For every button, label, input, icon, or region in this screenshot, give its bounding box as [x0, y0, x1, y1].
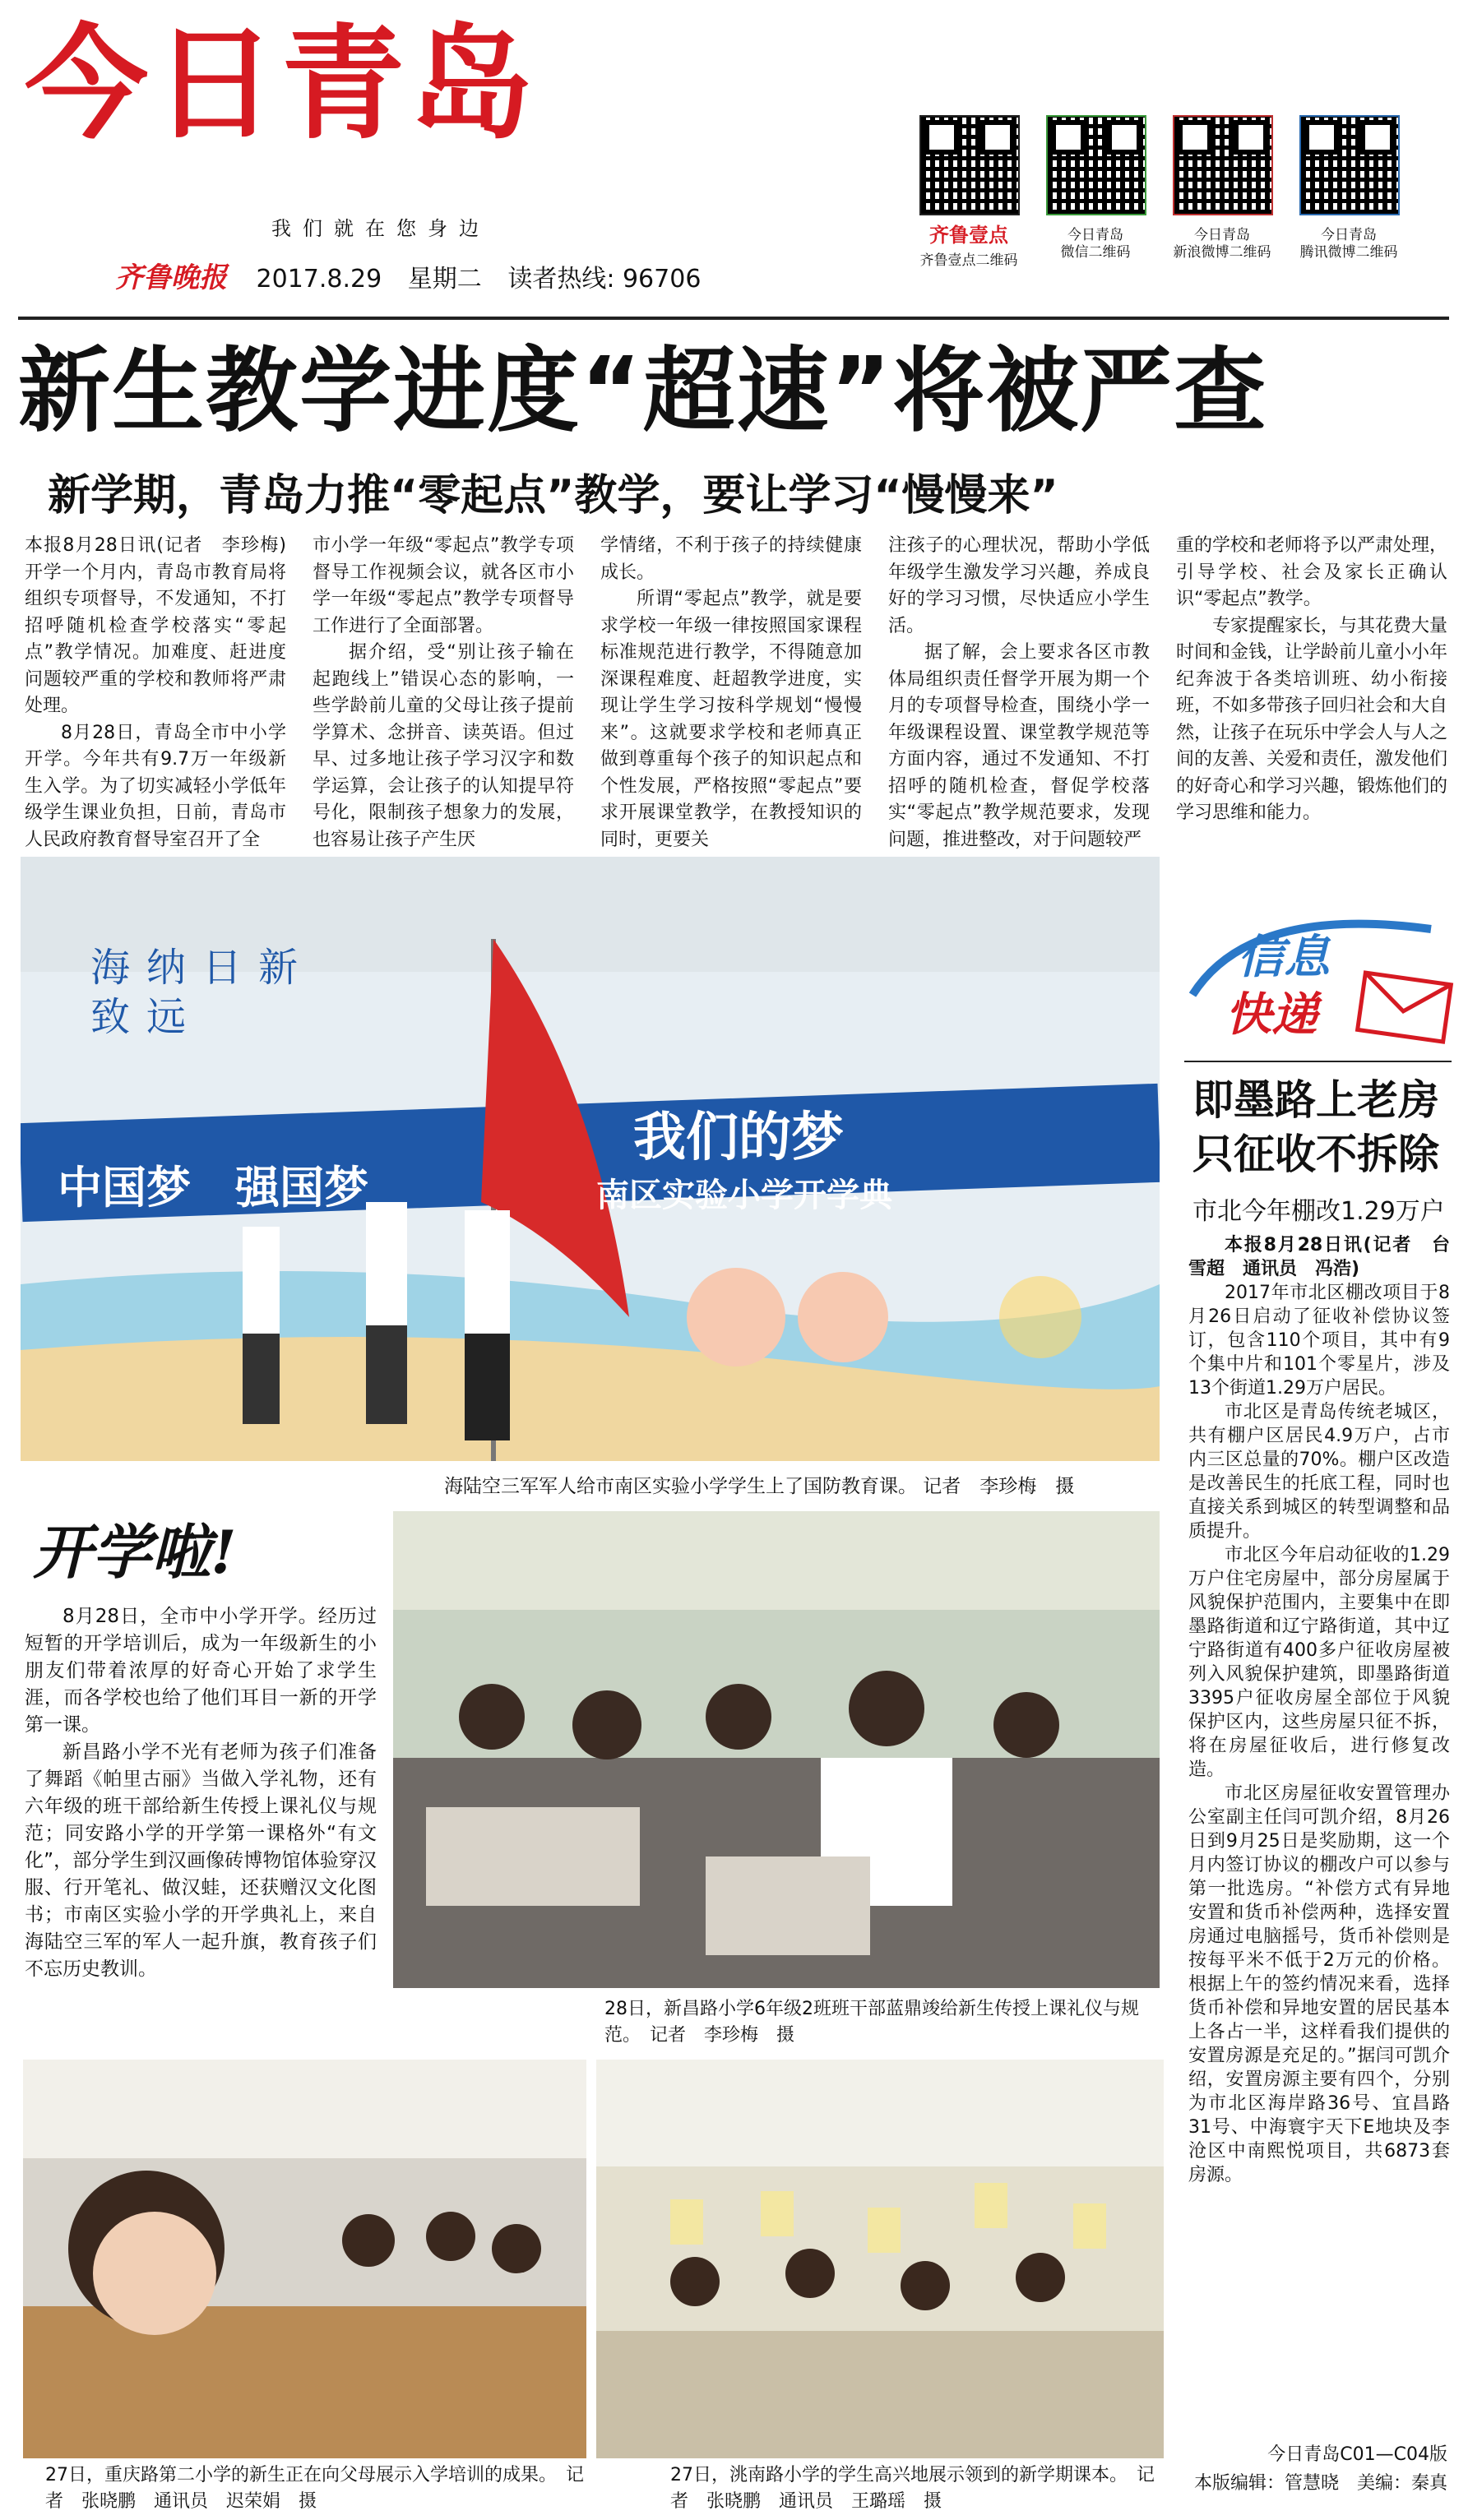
qr-block-tencent	[1299, 115, 1398, 261]
date-bar	[115, 255, 719, 295]
lead-column-3	[600, 533, 862, 853]
qr-label: 今日青岛	[1067, 227, 1123, 243]
lead-column-2	[313, 533, 574, 853]
lead-column-1	[25, 533, 305, 853]
qr-label: 腾讯微博二维码	[1299, 244, 1398, 261]
paragraph: 新昌路小学不光有老师为孩子们准备了舞蹈《帕里古丽》当做入学礼物，还有六年级的班干部给新生传授上课礼仪与规范；同安路小学的开学第一课格外“有文化”，部分学生到汉画像砖博物馆体验穿汉服、行开笔礼、做汉蛙，还获赠汉文化图书；市南区实验小学的开学典礼上，来自海陆空三军的军人一起升旗，教育孩子们不忘历史教训。	[25, 1741, 377, 1980]
lead-column-4	[888, 533, 1150, 853]
books-photo-caption: 27日，洮南路小学的学生高兴地展示领到的新学期课本。 记者 张晓鹏 通讯员 王璐瑶 摄	[670, 2465, 1155, 2512]
issue-date: 2017.8.29	[256, 265, 382, 294]
qr-code-icon[interactable]	[919, 115, 1020, 215]
girl-image	[23, 2060, 586, 2458]
qr-brand: 齐鲁壹点	[929, 224, 1008, 247]
school-start-title: 开学啦!	[33, 1517, 237, 1587]
footer-pages: 今日青岛C01—C04版	[1267, 2444, 1447, 2465]
paragraph: 8月28日，青岛全市中小学开学。今年共有9.7万一年级新生入学。为了切实减轻小学低年级学生课业负担，日前，青岛市人民政府教育督导室召开了全	[25, 722, 286, 850]
paragraph: 市小学一年级“零起点”教学专项督导工作视频会议，就各区市小学一年级“零起点”教学专项督导工作进行了全面部署。	[313, 535, 574, 636]
masthead-title: 今日青岛	[25, 13, 539, 156]
paragraph: 市北区今年启动征收的1.29万户住宅房屋中，部分房屋属于风貌保护范围内，主要集中在即墨路街道和辽宁路街道，其中辽宁路街道有400多户征收房屋被列入风貌保护建筑，即墨路街道3395户征收房屋全部位于风貌保护区内，这些房屋只征不拆，将在房屋征收后，进行修复改造。	[1188, 1545, 1450, 1780]
info-express-badge	[1184, 896, 1456, 1061]
paragraph: 市北区房屋征收安置管理办公室副主任闫可凯介绍，8月26日到9月25日是奖励期，这一个月内签订协议的棚改户可以参与第一批选房。“补偿方式有异地安置和货币补偿两种，选择安置房通过电脑摇号，货币补偿则是按每平米不低于2万元的价格。根据上午的签约情况来看，选择货币补偿和异地安置的居民基本上各占一半，这样看我们提供的安置房源是充足的。”据闫可凯介绍，安置房源主要有四个，分别为市北区海岸路36号、宜昌路31号、中海寰宇天下E地块及李沧区中南熙悦项目，共6873套房源。	[1188, 1783, 1450, 2185]
paragraph: 据介绍，受“别让孩子输在起跑线上”错误心态的影响，一些学龄前儿童的父母让孩子提前学算术、念拼音、读英语。但过早、过多地让孩子学习汉字和数学运算，会让孩子的认知提早符号化，限制孩子想象力的发展，也容易让孩子产生厌	[313, 642, 574, 850]
classroom-photo	[393, 1511, 1160, 1988]
girl-photo-caption: 27日，重庆路第二小学的新生正在向父母展示入学培训的成果。 记者 张晓鹏 通讯员 迟荣娟 摄	[45, 2465, 584, 2512]
info-badge-top: 信息	[1238, 930, 1330, 984]
qr-code-icon[interactable]	[1046, 115, 1146, 215]
qr-label: 齐鲁壹点二维码	[919, 252, 1018, 269]
newspaper-brand: 齐鲁晚报	[115, 261, 227, 294]
paragraph: 学情绪，不利于孩子的持续健康成长。	[600, 535, 862, 583]
qr-block-sina	[1173, 115, 1271, 261]
wall-banner-left: 中国梦 强国梦	[58, 1162, 368, 1214]
paragraph: 据了解，会上要求各区市教体局组织责任督学开展为期一个月的专项督导检查，围绕小学一年级课程设置、课堂教学规范等方面内容，通过不发通知、不打招呼的随机检查，督促学校落实“零起点”教学规范要求，发现问题，推进整改，对于问题较严	[888, 642, 1150, 850]
lead-headline: 新生教学进度“超速”将被严查	[18, 338, 1268, 445]
classroom-photo-caption: 28日，新昌路小学6年级2班班干部蓝鼎竣给新生传授上课礼仪与规范。 记者 李珍梅 摄	[604, 1999, 1139, 2046]
footer-editors: 本版编辑：管慧晓 美编：秦真	[1193, 2473, 1447, 2494]
qr-block-wechat	[1046, 115, 1145, 261]
wall-banner-school: 南区实验小学开学典	[596, 1177, 892, 1214]
paragraph: 2017年市北区棚改项目于8月26日启动了征收补偿协议签订，包含110个项目，其中有9个集中片和101个零星片，涉及13个街道1.29万户居民。	[1188, 1283, 1450, 1399]
paragraph: 所谓“零起点”教学，就是要求学校一年级一律按照国家课程标准规范进行教学，不得随意加深课程难度、赶超教学进度，实现让学生学习按科学规划“慢慢来”。这就要求学校和老师真正做到尊重每个孩子的知识起点和个性发展，严格按照“零起点”要求开展课堂教学，在教授知识的同时，更要关	[600, 589, 862, 850]
qr-label: 微信二维码	[1060, 244, 1131, 261]
qr-label: 今日青岛	[1194, 227, 1250, 243]
qr-label: 今日青岛	[1321, 227, 1377, 243]
info-title-line2: 只征收不拆除	[1192, 1131, 1439, 1178]
lead-subhead: 新学期，青岛力推“零起点”教学，要让学习“慢慢来”	[48, 471, 1058, 520]
masthead-slogan: 我们就在您身边	[271, 217, 490, 240]
main-photo	[21, 857, 1160, 1461]
books-image	[596, 2060, 1164, 2458]
info-rule	[1184, 1061, 1452, 1062]
wall-motto: 海纳日新致远	[90, 945, 315, 1040]
school-start-body	[25, 1603, 377, 1983]
qr-code-icon[interactable]	[1299, 115, 1400, 215]
classroom-image	[393, 1511, 1160, 1988]
wall-banner-main: 我们的梦	[633, 1107, 844, 1168]
info-subtitle: 市北今年棚改1.29万户	[1192, 1197, 1445, 1226]
info-badge-bottom: 快递	[1225, 987, 1317, 1042]
paragraph: 重的学校和老师将予以严肃处理，引导学校、社会及家长正确认识“零起点”教学。	[1176, 535, 1448, 609]
info-title-line1: 即墨路上老房	[1192, 1076, 1439, 1124]
paragraph: 市北区是青岛传统老城区，共有棚户区居民4.9万户，占市内三区总量的70%。棚户区改造是改善民生的托底工程，同时也直接关系到城区的转型调整和品质提升。	[1188, 1402, 1450, 1542]
paragraph: 专家提醒家长，与其花费大量时间和金钱，让学龄前儿童小小年纪奔波于各类培训班、幼小衔接班，不如多带孩子回归社会和大自然，让孩子在玩乐中学会人与人之间的友善、关爱和责任，激发他们的好奇心和学习兴趣，锻炼他们的学习思维和能力。	[1176, 615, 1448, 823]
paragraph: 8月28日，全市中小学开学。经历过短暂的开学培训后，成为一年级新生的小朋友们带着浓厚的好奇心开始了求学生涯，而各学校也给了他们耳目一新的开学第一课。	[25, 1606, 377, 1736]
main-photo-caption: 海陆空三军军人给市南区实验小学学生上了国防教育课。 记者 李珍梅 摄	[444, 1476, 1075, 1497]
info-body	[1188, 1233, 1450, 2187]
lead-column-5	[1176, 533, 1447, 827]
header-rule	[18, 317, 1449, 320]
qr-code-icon[interactable]	[1173, 115, 1273, 215]
paragraph: 本报8月28日讯(记者 李珍梅) 开学一个月内，青岛市教育局将组织专项督导，不发通知，不打招呼随机检查学校落实“零起点”教学情况。加难度、赶进度问题较严重的学校和教师将严肃处理。	[25, 535, 305, 716]
issue-weekday: 星期二	[407, 265, 482, 294]
reader-hotline: 读者热线: 96706	[507, 265, 702, 294]
qr-block-qilu	[919, 115, 1018, 270]
paragraph: 注孩子的心理状况，帮助小学低年级学生激发学习兴趣，养成良好的学习习惯，尽快适应小学生活。	[888, 535, 1150, 636]
info-byline: 本报8月28日讯(记者 台雪超 通讯员 冯浩)	[1188, 1235, 1450, 1279]
girl-photo	[23, 2060, 586, 2458]
qr-label: 新浪微博二维码	[1173, 244, 1271, 261]
books-photo	[596, 2060, 1164, 2458]
